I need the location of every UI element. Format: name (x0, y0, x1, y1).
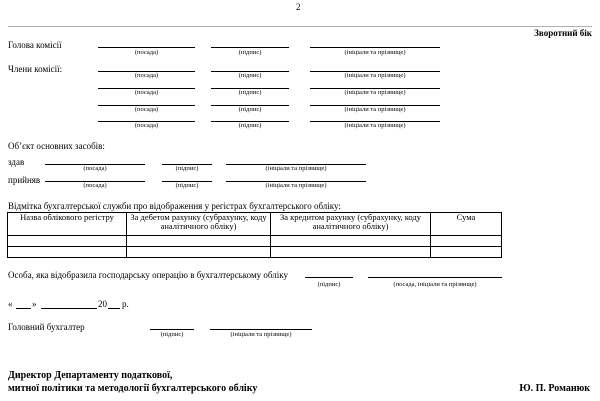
table-cell[interactable] (8, 247, 127, 258)
director-title-line2: митної політики та методології бухгалтерського обліку (8, 383, 258, 394)
date-month-line[interactable] (41, 308, 97, 309)
caption-position: (посада) (134, 49, 159, 56)
caption-position: (посада) (134, 122, 159, 129)
caption-position: (посада) (134, 106, 159, 113)
caption-signature: (підпис) (238, 122, 262, 129)
table-cell[interactable] (431, 236, 502, 247)
caption-name: (ініціали та прізвище) (265, 182, 327, 189)
caption-position: (посада) (83, 182, 107, 189)
chair-signature-line[interactable] (211, 47, 289, 48)
caption-name: (ініціали та прізвище) (344, 89, 406, 96)
side-label: Зворотний бік (534, 28, 592, 38)
caption-name: (ініціали та прізвище) (344, 106, 406, 113)
caption-name: (ініціали та прізвище) (344, 122, 406, 129)
header-debit: За дебетом рахунку (субрахунку, коду аналітичного обліку) (127, 213, 271, 236)
caption-signature: (підпис) (238, 49, 262, 56)
table-cell[interactable] (127, 236, 271, 247)
table-row (8, 236, 502, 247)
chair-name-line[interactable] (310, 47, 440, 48)
table-cell[interactable] (127, 247, 271, 258)
table-cell[interactable] (431, 247, 502, 258)
table-cell[interactable] (271, 247, 431, 258)
chief-signature-line[interactable] (150, 329, 194, 330)
date-year-suffix: р. (122, 299, 129, 309)
reflected-position-name-line[interactable] (368, 277, 502, 278)
table-row (8, 247, 502, 258)
page-number: 2 (296, 2, 301, 12)
header-divider (8, 26, 592, 27)
caption-name: (ініціали та прізвище) (265, 165, 327, 172)
register-header-row (8, 213, 502, 236)
caption-name: (ініціали та прізвище) (344, 72, 406, 79)
chair-label: Голова комісії (8, 40, 62, 50)
date-close-quote: » (32, 299, 37, 309)
header-credit: За кредитом рахунку (субрахунку, коду аналітичного обліку) (271, 213, 431, 236)
handed-label: здав (8, 157, 25, 167)
caption-name: (ініціали та прізвище) (230, 331, 292, 338)
caption-position-name: (посада, ініціали та прізвище) (393, 281, 477, 288)
caption-signature: (підпис) (175, 165, 199, 172)
object-title: Об’єкт основних засобів: (8, 141, 105, 151)
reflected-signature-line[interactable] (305, 277, 353, 278)
caption-signature: (підпис) (175, 182, 199, 189)
caption-name: (ініціали та прізвище) (344, 49, 406, 56)
date-year-prefix: 20 (98, 299, 107, 309)
date-open-quote: « (8, 299, 13, 309)
caption-signature: (підпис) (317, 281, 341, 288)
caption-signature: (підпис) (160, 331, 184, 338)
caption-position: (посада) (134, 72, 159, 79)
register-table (7, 212, 502, 258)
caption-position: (посада) (134, 89, 159, 96)
date-day-line[interactable] (16, 308, 31, 309)
chief-accountant-label: Головний бухгалтер (8, 322, 85, 332)
director-title-line1: Директор Департаменту податкової, (8, 370, 173, 381)
chair-position-line[interactable] (98, 47, 195, 48)
caption-signature: (підпис) (238, 89, 262, 96)
caption-position: (посада) (83, 165, 107, 172)
header-register-name: Назва облікового регістру (8, 213, 127, 236)
caption-signature: (підпис) (238, 106, 262, 113)
received-label: прийняв (8, 175, 41, 185)
header-sum: Сума (431, 213, 502, 236)
caption-signature: (підпис) (238, 72, 262, 79)
register-title: Відмітка бухгалтерської служби про відображення у регістрах бухгалтерського обліку: (8, 201, 341, 211)
table-cell[interactable] (271, 236, 431, 247)
reflected-label: Особа, яка відобразила господарську операцію в бухгалтерському обліку (8, 270, 289, 280)
members-label: Члени комісії: (8, 64, 63, 74)
table-cell[interactable] (8, 236, 127, 247)
director-name: Ю. П. Романюк (519, 383, 590, 394)
chief-name-line[interactable] (210, 329, 312, 330)
date-year-line[interactable] (108, 308, 120, 309)
